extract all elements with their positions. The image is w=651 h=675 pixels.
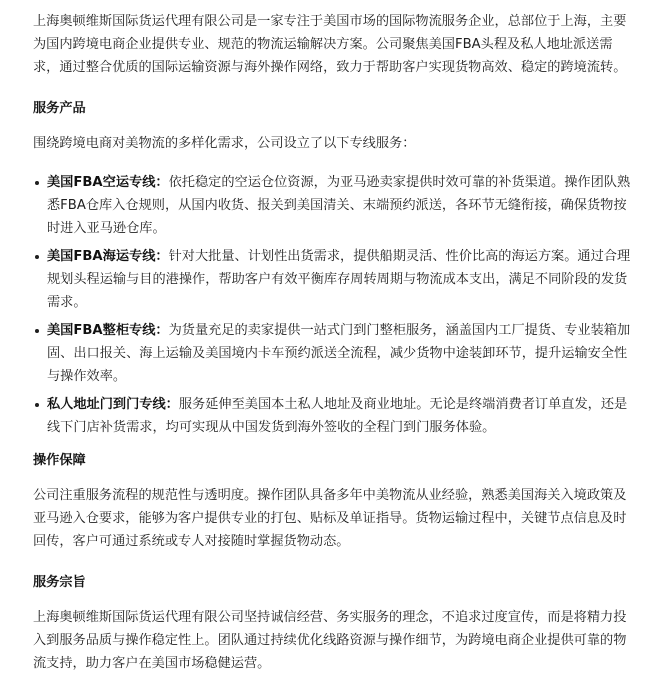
bullet-icon bbox=[35, 181, 39, 185]
list-item-text: 服务延伸至美国本土私人地址及商业地址。无论是终端消费者订单直发，还是线下门店补货需求，均可实现从中国发货到海外签收的全程门到门服务体验。 bbox=[47, 397, 628, 435]
list-item bbox=[33, 171, 637, 240]
section-heading-products: 服务产品 bbox=[33, 101, 86, 116]
list-item-title: 美国FBA空运专线： bbox=[47, 175, 169, 190]
products-lead-paragraph: 围绕跨境电商对美物流的多样化需求，公司设立了以下专线服务： bbox=[33, 136, 416, 151]
list-item-title: 美国FBA整柜专线： bbox=[47, 323, 169, 338]
intro-paragraph: 上海奥顿维斯国际货运代理有限公司是一家专注于美国市场的国际物流服务企业，总部位于上海，主要为国内跨境电商企业提供专业、规范的物流运输解决方案。公司聚焦美国FBA头程及私人地址派送需求，通过整合优质的国际运输资源与海外操作网络，致力于帮助客户实现货物高效、稳定的跨境流转。 bbox=[33, 14, 627, 75]
section-heading-purpose: 服务宗旨 bbox=[33, 575, 86, 590]
purpose-paragraph: 上海奥顿维斯国际货运代理有限公司坚持诚信经营、务实服务的理念，不追求过度宣传，而是将精力投入到服务品质与操作稳定性上。团队通过持续优化线路资源与操作细节，为跨境电商企业提供可靠的物流支持，助力客户在美国市场稳健运营。 bbox=[33, 610, 627, 671]
list-item-text: 针对大批量、计划性出货需求，提供船期灵活、性价比高的海运方案。通过合理规划头程运输与目的港操作，帮助客户有效平衡库存周转周期与物流成本支出，满足不同阶段的发货需求。 bbox=[47, 249, 631, 310]
section-heading-assurance: 操作保障 bbox=[33, 453, 86, 468]
list-item-title: 美国FBA海运专线： bbox=[47, 249, 169, 264]
service-list bbox=[33, 171, 637, 439]
list-item-text: 依托稳定的空运仓位资源，为亚马逊卖家提供时效可靠的补货渠道。操作团队熟悉FBA仓库入仓规则，从国内收货、报关到美国清关、末端预约派送，各环节无缝衔接，确保货物按时进入亚马逊仓库。 bbox=[47, 175, 631, 236]
list-item bbox=[33, 245, 637, 314]
bullet-icon bbox=[35, 403, 39, 407]
bullet-icon bbox=[35, 255, 39, 259]
bullet-icon bbox=[35, 329, 39, 333]
list-item bbox=[33, 393, 637, 439]
assurance-paragraph: 公司注重服务流程的规范性与透明度。操作团队具备多年中美物流从业经验，熟悉美国海关入境政策及亚马逊入仓要求，能够为客户提供专业的打包、贴标及单证指导。货物运输过程中，关键节点信息及时回传，客户可通过系统或专人对接随时掌握货物动态。 bbox=[33, 488, 627, 549]
list-item-title: 私人地址门到门专线： bbox=[47, 397, 179, 412]
list-item-text: 为货量充足的卖家提供一站式门到门整柜服务，涵盖国内工厂提货、专业装箱加固、出口报关、海上运输及美国境内卡车预约派送全流程，减少货物中途装卸环节，提升运输安全性与操作效率。 bbox=[47, 323, 631, 384]
list-item bbox=[33, 319, 637, 388]
